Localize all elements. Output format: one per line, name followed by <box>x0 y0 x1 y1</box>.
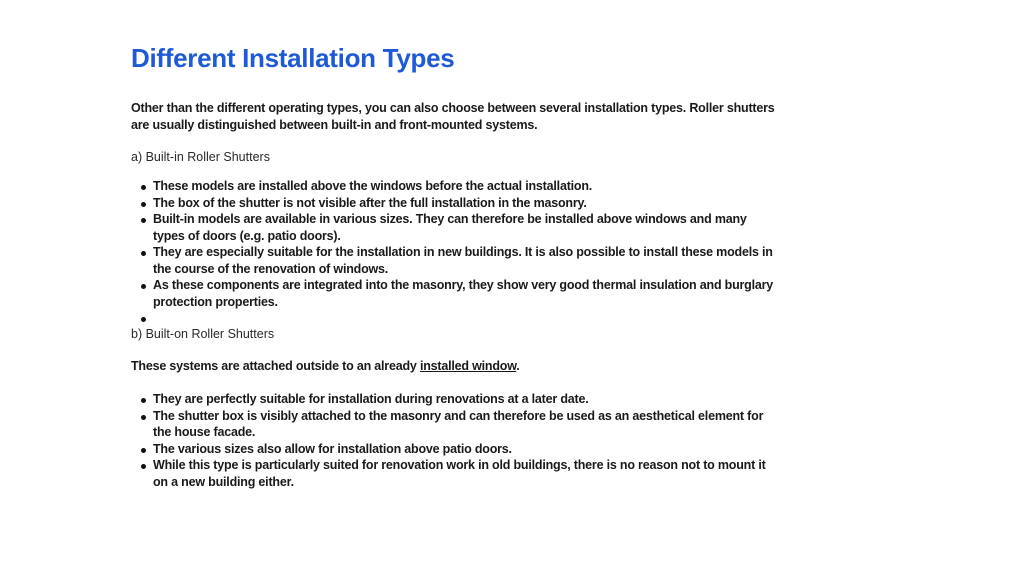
bullet-icon <box>141 448 146 453</box>
list-item-text: They are perfectly suitable for installation during renovations at a later date. <box>153 392 589 406</box>
list-item <box>131 408 781 441</box>
list-item-text: Built-in models are available in various sizes. They can therefore be installed above windows and many types of doors (e.g. patio doors). <box>153 212 747 243</box>
section-b-paragraph <box>131 358 781 375</box>
list-item-text: The shutter box is visibly attached to the masonry and can therefore be used as an aesthetical element for the house facade. <box>153 408 764 439</box>
list-item-text: They are especially suitable for the installation in new buildings. It is also possible to install these models in the course of the renovation of windows. <box>153 245 773 276</box>
list-item <box>131 195 781 212</box>
page-title: Different Installation Types <box>131 43 455 73</box>
bullet-icon <box>141 398 146 403</box>
section-b-heading: b) Built-on Roller Shutters <box>131 327 275 341</box>
installed-window-link[interactable]: installed window <box>419 359 517 373</box>
bullet-icon <box>141 284 146 289</box>
list-item-text: While this type is particularly suited for renovation work in old buildings, there is no reason not to mount it on a new building either. <box>153 458 766 489</box>
bullet-icon <box>141 218 146 223</box>
bullet-icon <box>141 251 146 256</box>
section-b-text: These systems are attached outside to an already <box>131 359 420 373</box>
intro-paragraph: Other than the different operating types, you can also choose between several installation types. Roller shutters are usually distinguished between built-in and front-mounted systems. <box>131 101 775 132</box>
list-item-text: These models are installed above the windows before the actual installation. <box>153 179 593 193</box>
section-a-heading: a) Built-in Roller Shutters <box>131 150 270 164</box>
list-item <box>131 244 781 277</box>
list-item <box>131 277 781 310</box>
bullet-icon <box>141 202 146 207</box>
bullet-icon <box>141 464 146 469</box>
bullet-icon <box>141 415 146 420</box>
section-a-list <box>131 178 781 326</box>
empty-list-item <box>131 310 781 326</box>
section-b-text-end: . <box>516 359 520 373</box>
list-item <box>131 457 781 490</box>
list-item <box>131 391 781 408</box>
list-item-text: As these components are integrated into the masonry, they show very good thermal insulation and burglary protection properties. <box>153 278 774 309</box>
bullet-icon <box>141 185 146 190</box>
list-item <box>131 441 781 458</box>
list-item-text: The various sizes also allow for installation above patio doors. <box>153 441 512 456</box>
section-b-list <box>131 391 781 490</box>
list-item <box>131 178 781 195</box>
list-item-text: The box of the shutter is not visible after the full installation in the masonry. <box>153 195 587 210</box>
bullet-icon <box>141 317 146 322</box>
list-item <box>131 211 781 244</box>
article <box>131 40 781 490</box>
